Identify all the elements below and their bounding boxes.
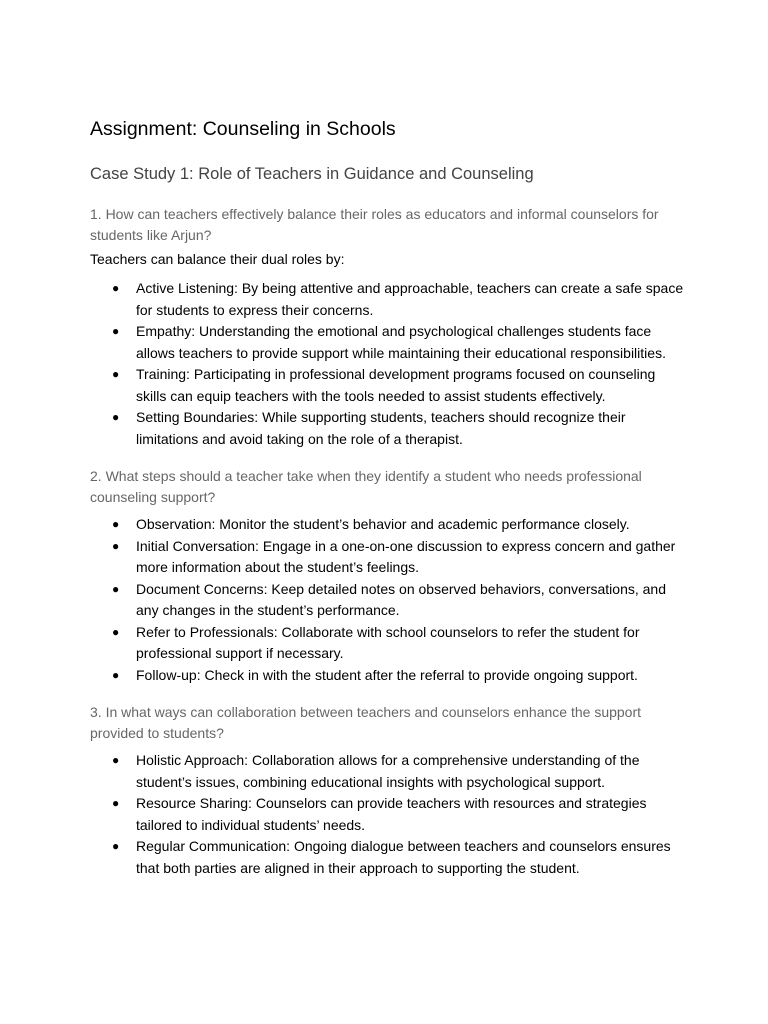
bullet-icon: ● bbox=[112, 324, 120, 338]
list-item bbox=[90, 750, 688, 793]
bullet-icon: ● bbox=[112, 667, 120, 682]
bullet-icon: ● bbox=[112, 796, 120, 810]
list-item-text: Refer to Professionals: Collaborate with school counselors to refer the student for professional support if necessary. bbox=[136, 623, 640, 661]
bullet-icon: ● bbox=[112, 538, 120, 553]
list-item-text: Empathy: Understanding the emotional and psychological challenges students face allows teachers to provide support while maintaining their educational responsibilities. bbox=[136, 323, 666, 361]
list-item-text: Regular Communication: Ongoing dialogue between teachers and counselors ensures that both parties are aligned in their approach to supporting the student. bbox=[136, 838, 671, 876]
question-3-answer-list bbox=[90, 750, 688, 879]
list-item bbox=[90, 579, 688, 622]
list-item bbox=[90, 836, 688, 879]
list-item-text: Active Listening: By being attentive and approachable, teachers can create a safe space for students to express their concerns. bbox=[136, 280, 684, 318]
document-title: Assignment: Counseling in Schools bbox=[90, 118, 396, 140]
question-1-answer-list bbox=[90, 278, 688, 450]
list-item-text: Training: Participating in professional development programs focused on counseling skills can equip teachers with the tools needed to assist students effectively. bbox=[136, 366, 656, 404]
question-1-intro: Teachers can balance their dual roles by: bbox=[90, 251, 345, 267]
list-item bbox=[90, 514, 688, 536]
list-item-text: Setting Boundaries: While supporting students, teachers should recognize their limitations and avoid taking on the role of a therapist. bbox=[136, 409, 626, 447]
list-item bbox=[90, 622, 688, 665]
bullet-icon: ● bbox=[112, 281, 120, 295]
question-3: 3. In what ways can collaboration between teachers and counselors enhance the support provided to students? bbox=[90, 704, 642, 741]
list-item-text: Follow-up: Check in with the student after the referral to provide ongoing support. bbox=[136, 666, 638, 683]
list-item bbox=[90, 407, 688, 450]
bullet-icon: ● bbox=[112, 410, 120, 424]
list-item-text: Observation: Monitor the student’s behavior and academic performance closely. bbox=[136, 516, 630, 532]
list-item bbox=[90, 321, 688, 364]
bullet-icon: ● bbox=[112, 367, 120, 381]
question-2: 2. What steps should a teacher take when they identify a student who needs professional counseling support? bbox=[90, 468, 642, 505]
bullet-icon: ● bbox=[112, 753, 120, 767]
list-item-text: Initial Conversation: Engage in a one-on-one discussion to express concern and gather more information about the student’s feelings. bbox=[136, 537, 676, 575]
question-2-answer-list bbox=[90, 514, 688, 686]
bullet-icon: ● bbox=[112, 517, 120, 531]
list-item bbox=[90, 793, 688, 836]
list-item bbox=[90, 665, 688, 687]
list-item-text: Document Concerns: Keep detailed notes on observed behaviors, conversations, and any changes in the student’s performance. bbox=[136, 580, 666, 618]
list-item-text: Resource Sharing: Counselors can provide teachers with resources and strategies tailored to individual students’ needs. bbox=[136, 795, 647, 833]
list-item bbox=[90, 364, 688, 407]
bullet-icon: ● bbox=[112, 839, 120, 853]
list-item bbox=[90, 536, 688, 579]
bullet-icon: ● bbox=[112, 581, 120, 596]
case-study-title: Case Study 1: Role of Teachers in Guidance and Counseling bbox=[90, 165, 534, 183]
question-1: 1. How can teachers effectively balance their roles as educators and informal counselors for students like Arjun? bbox=[90, 206, 659, 243]
bullet-icon: ● bbox=[112, 624, 120, 639]
list-item bbox=[90, 278, 688, 321]
list-item-text: Holistic Approach: Collaboration allows for a comprehensive understanding of the student’s issues, combining educational insights with psychological support. bbox=[136, 752, 640, 790]
